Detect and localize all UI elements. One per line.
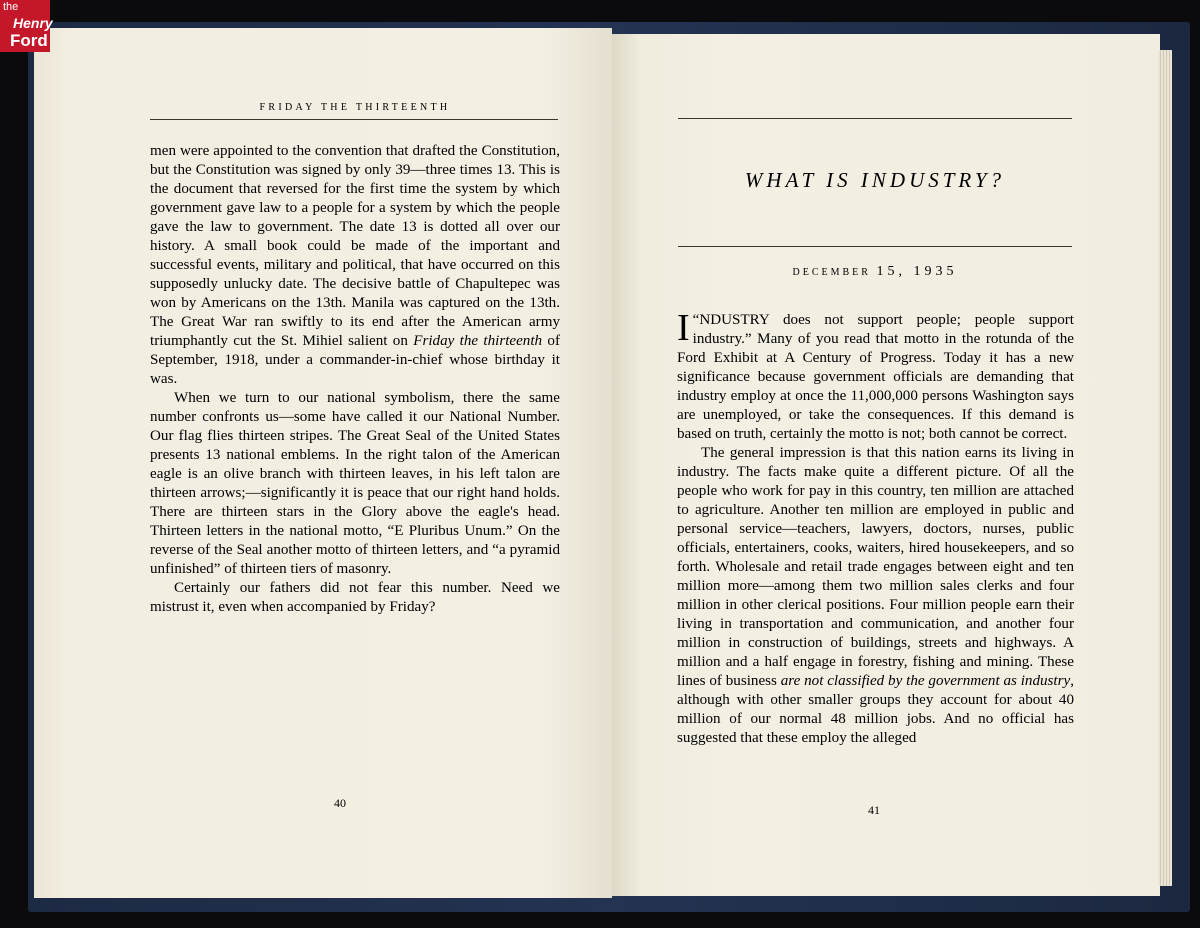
page-number-right: 41 [868,803,880,817]
paragraph-text: The general impression is that this nation earns its living in industry. The facts make quite a different picture. Of all the people who work for pay in this country, ten million are attached to agriculture. Another ten million are employed in public and personal service—teachers, lawyers, doctors, nurses, public officials, entertainers, cooks, waiters, hired housekeepers, and so forth. Wholesale and retail trade engages between eight and ten million more—among them two million sales clerks and four million in other clerical positions. Four million people earn their living in transportation and communication, and another four million in construction of buildings, streets and highways. A million and a half engage in forestry, fishing and mining. These lines of business [677,445,1074,689]
chapter-title: WHAT IS INDUSTRY? [744,168,1006,192]
right-paragraph-2 [677,444,1074,748]
chapter-rule-bottom [678,246,1072,247]
left-paragraph-2 [150,389,560,579]
paragraph-text: , although with other smaller groups they account for about 40 million of our normal 48 million jobs. And no official has suggested that these employ the alleged [677,673,1074,746]
left-page-text [150,142,560,617]
paragraph-text: NDUSTRY does not support people; people support industry.” Many of you read that motto in the rotunda of the Ford Exhibit at A Century of Progress. Today it has a new significance because government officials are demanding that industry employ at once the 11,000,000 persons Washington says are unemployed, or take the consequences. If this demand is based on truth, certainly the motto is not; both cannot be correct. [677,312,1074,442]
running-head-rule [150,119,558,120]
page-edges [1158,50,1172,886]
paragraph-text: of September, 1918, under a commander-in-chief whose birthday it was. [150,333,560,387]
henry-ford-logo [0,0,53,52]
running-head: FRIDAY THE THIRTEENTH [259,102,451,113]
chapter-date-month: DECEMBER [792,267,871,278]
chapter-rule-top [678,118,1072,119]
paragraph-text: men were appointed to the convention that drafted the Constitution, but the Constitution was signed by only 39—three times 13. This is the document that reversed for the first time the system by which government gave law to a people for a system by which the people gave the law to government. The date 13 is dotted all over our history. A small book could be made of the important and successful events, military and political, that have occurred on this supposedly unlucky date. The decisive battle of Chapultepec was won by Americans on the 13th. Manila was captured on the 13th. The Great War ran swiftly to its end after the American army triumphantly cut the St. Mihiel salient on [150,143,560,349]
paragraph-italic: Friday the thirteenth [413,333,543,349]
page-number-left: 40 [334,796,346,810]
left-paragraph-3 [150,579,560,617]
paragraph-text: When we turn to our national symbolism, there the same number confronts us—some have called it our National Number. Our flag flies thirteen stripes. The Great Seal of the United States presents 13 national emblems. In the right talon of the American eagle is an olive branch with thirteen leaves, in his left talon are thirteen arrows;—significantly it is peace that our right hand holds. There are thirteen stars in the Glory above the eagle's head. Thirteen letters in the national motto, “E Pluribus Unum.” On the reverse of the Seal another motto of thirteen letters, and “a pyramid unfinished” of thirteen tiers of masonry. [150,390,560,577]
right-page-text [677,307,1074,748]
left-paragraph-1 [150,142,560,389]
paragraph-italic: are not classified by the government as industry [780,673,1071,689]
opening-quote: “ [692,312,700,328]
chapter-date-year: 15, 1935 [876,264,958,279]
right-paragraph-1 [677,307,1074,444]
logo-henry: Henry [13,15,53,31]
drop-cap: I [677,307,690,349]
chapter-date [678,264,1072,280]
logo-ford: Ford [10,31,48,50]
paragraph-text: Certainly our fathers did not fear this number. Need we mistrust it, even when accompanied by Friday? [150,580,560,615]
logo-the: the [3,1,19,13]
